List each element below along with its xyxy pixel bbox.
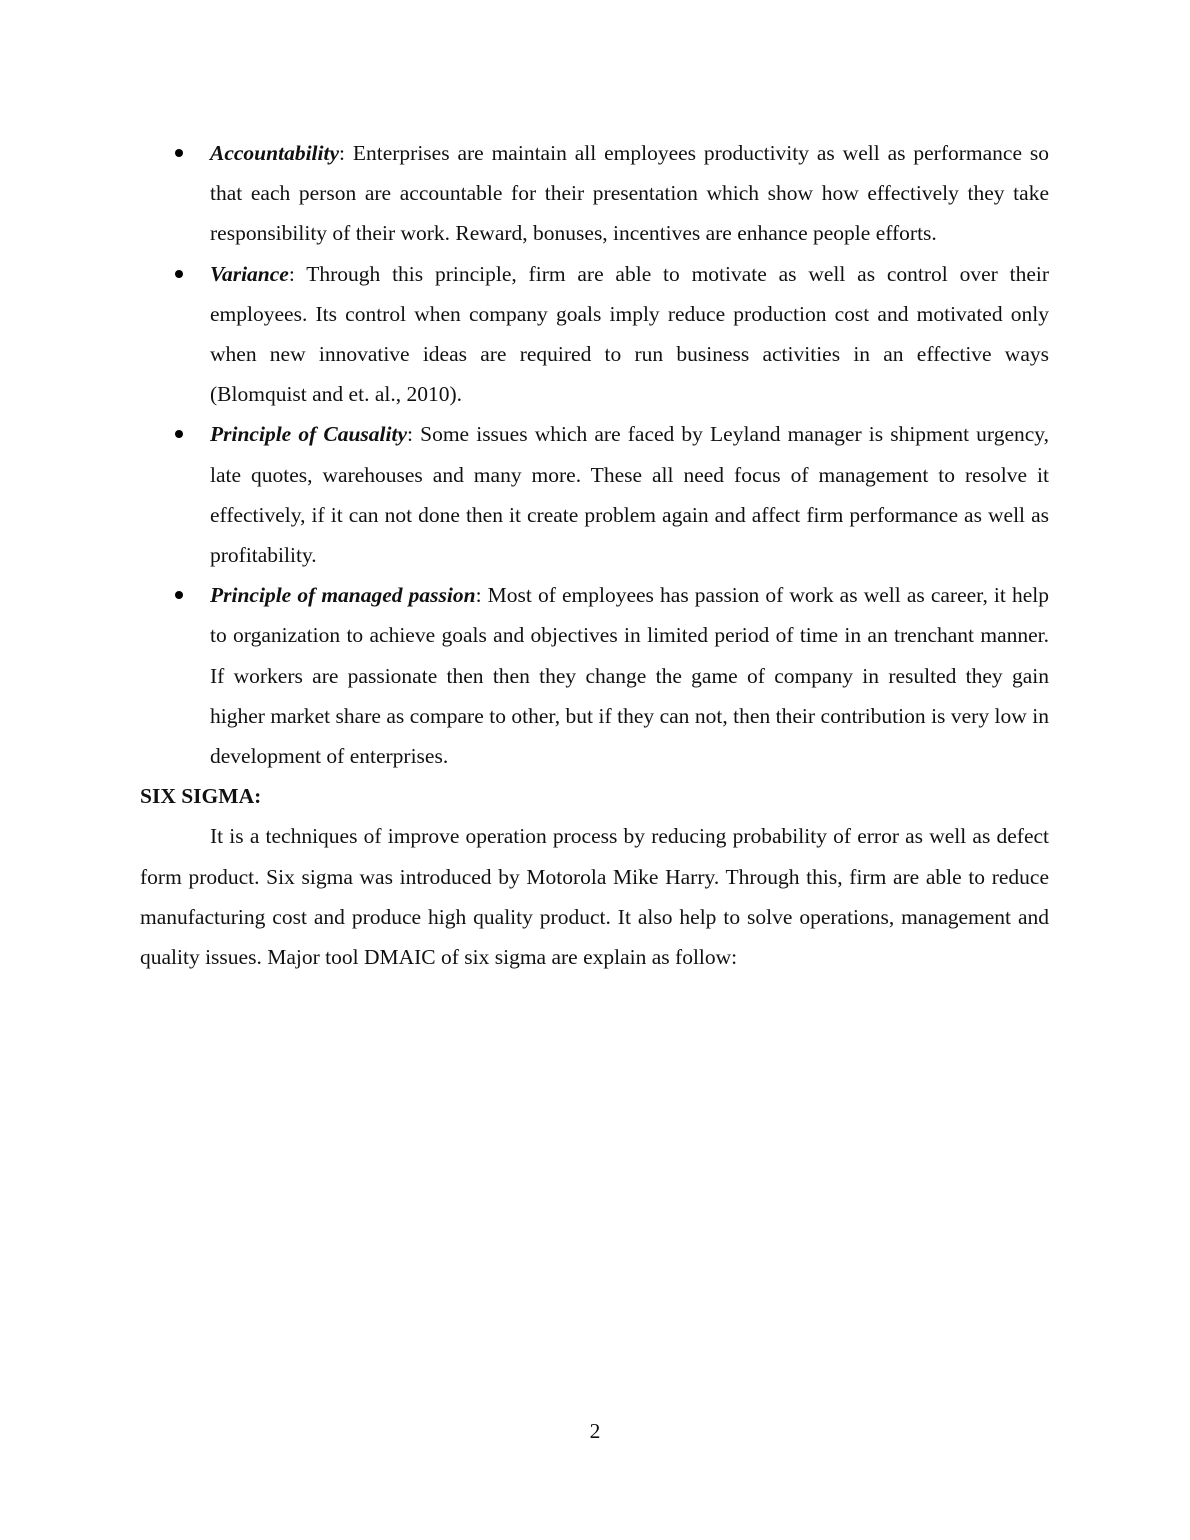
list-item-term: Principle of managed passion xyxy=(210,583,476,608)
bullet-icon xyxy=(175,149,183,157)
list-item-term: Accountability xyxy=(210,141,339,165)
list-item xyxy=(140,414,1049,575)
page-number: 2 xyxy=(589,1419,601,1443)
principles-list xyxy=(140,133,1049,776)
list-item-text: : Most of employees has passion of work as well as career, it help to organization to achieve goals and objectives in limited period of time in an trenchant manner. If workers are passionate then then they change the game of company in resulted they gain higher market share as compare to other, but if they can not, then their contribution is very low in development of enterprises. xyxy=(210,583,1050,769)
list-item xyxy=(140,133,1049,254)
list-item xyxy=(140,575,1049,776)
list-item-text: : Enterprises are maintain all employees productivity as well as performance so that each person are accountable for their presentation which show how effectively they take responsibility of their work. Reward, bonuses, incentives are enhance people efforts. xyxy=(210,141,1049,246)
bullet-icon xyxy=(175,270,183,278)
list-item-text: : Through this principle, firm are able to motivate as well as control over their employees. Its control when company goals imply reduce production cost and motivated only when new innovative ideas are required to run business activities in an effective ways (Blomquist and et. al., 2010). xyxy=(210,261,1049,407)
bullet-icon xyxy=(175,591,183,599)
list-item-term: Principle of Causality xyxy=(210,422,408,447)
list-item-term: Variance xyxy=(210,261,289,286)
page-content xyxy=(140,133,1049,977)
section-heading: SIX SIGMA: xyxy=(140,784,262,809)
list-item xyxy=(140,254,1049,415)
list-item-text: : Some issues which are faced by Leyland manager is shipment urgency, late quotes, warehouses and many more. These all need focus of management to resolve it effectively, if it can not done then it create problem again and affect firm performance as well as profitability. xyxy=(210,422,1050,568)
bullet-icon xyxy=(175,430,183,438)
section-paragraph: It is a techniques of improve operation process by reducing probability of error as well as defect form product. Six sigma was introduced by Motorola Mike Harry. Through this, firm are able to reduce manufacturing cost and produce high quality product. It also help to solve operations, management and quality issues. Major tool DMAIC of six sigma are explain as follow: xyxy=(140,824,1049,970)
